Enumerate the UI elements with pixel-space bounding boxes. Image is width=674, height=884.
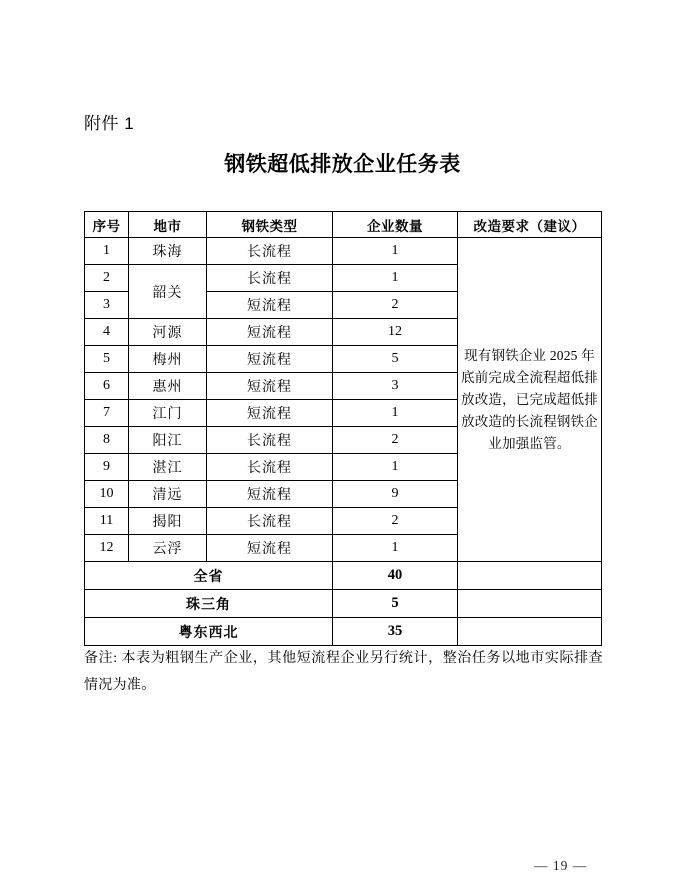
cell-city: 珠海 <box>129 238 207 265</box>
cell-city: 河源 <box>129 319 207 346</box>
cell-enterprise-count: 2 <box>333 508 458 535</box>
cell-steel-type: 长流程 <box>207 454 333 481</box>
cell-serial: 11 <box>85 508 129 535</box>
cell-steel-type: 长流程 <box>207 265 333 292</box>
cell-city: 云浮 <box>129 535 207 562</box>
cell-serial: 2 <box>85 265 129 292</box>
cell-steel-type: 短流程 <box>207 535 333 562</box>
cell-steel-type: 短流程 <box>207 292 333 319</box>
cell-city: 惠州 <box>129 373 207 400</box>
cell-city: 湛江 <box>129 454 207 481</box>
header-serial: 序号 <box>85 212 129 238</box>
cell-enterprise-count: 9 <box>333 481 458 508</box>
summary-count-cell: 5 <box>333 590 458 618</box>
remark-text: 备注: 本表为粗钢生产企业，其他短流程企业另行统计，整治任务以地市实际排查情况为准。 <box>84 651 603 693</box>
cell-enterprise-count: 2 <box>333 427 458 454</box>
steel-task-table <box>84 211 602 646</box>
cell-enterprise-count: 1 <box>333 454 458 481</box>
cell-city: 江门 <box>129 400 207 427</box>
cell-serial: 1 <box>85 238 129 265</box>
document-title: 钢铁超低排放企业任务表 <box>224 152 461 176</box>
cell-city: 阳江 <box>129 427 207 454</box>
cell-enterprise-count: 1 <box>333 400 458 427</box>
header-enterprise-count: 企业数量 <box>333 212 458 238</box>
cell-enterprise-count: 1 <box>333 535 458 562</box>
header-requirement: 改造要求（建议） <box>458 212 602 238</box>
summary-empty-cell <box>458 562 602 590</box>
summary-empty-cell <box>458 618 602 646</box>
cell-city: 韶关 <box>129 265 207 319</box>
cell-serial: 12 <box>85 535 129 562</box>
summary-empty-cell <box>458 590 602 618</box>
summary-count-cell: 40 <box>333 562 458 590</box>
table-header-row <box>85 212 602 238</box>
cell-serial: 4 <box>85 319 129 346</box>
cell-steel-type: 长流程 <box>207 508 333 535</box>
cell-serial: 6 <box>85 373 129 400</box>
cell-steel-type: 长流程 <box>207 238 333 265</box>
cell-steel-type: 短流程 <box>207 481 333 508</box>
requirement-note-cell: 现有钢铁企业 2025 年底前完成全流程超低排放改造，已完成超低排放改造的长流程钢铁企业加强监管。 <box>458 238 602 562</box>
cell-enterprise-count: 1 <box>333 238 458 265</box>
cell-enterprise-count: 12 <box>333 319 458 346</box>
cell-serial: 3 <box>85 292 129 319</box>
cell-serial: 10 <box>85 481 129 508</box>
cell-serial: 8 <box>85 427 129 454</box>
cell-enterprise-count: 1 <box>333 265 458 292</box>
page-number: — 19 — <box>534 858 588 873</box>
summary-row-east-west-north <box>85 618 602 646</box>
summary-count-cell: 35 <box>333 618 458 646</box>
summary-label-cell: 珠三角 <box>85 590 333 618</box>
cell-steel-type: 长流程 <box>207 427 333 454</box>
cell-city: 清远 <box>129 481 207 508</box>
cell-steel-type: 短流程 <box>207 319 333 346</box>
header-city: 地市 <box>129 212 207 238</box>
cell-serial: 5 <box>85 346 129 373</box>
summary-row-pearl-delta <box>85 590 602 618</box>
cell-steel-type: 短流程 <box>207 346 333 373</box>
cell-enterprise-count: 5 <box>333 346 458 373</box>
summary-label-cell: 粤东西北 <box>85 618 333 646</box>
header-steel-type: 钢铁类型 <box>207 212 333 238</box>
cell-city: 梅州 <box>129 346 207 373</box>
cell-serial: 9 <box>85 454 129 481</box>
cell-steel-type: 短流程 <box>207 373 333 400</box>
cell-enterprise-count: 2 <box>333 292 458 319</box>
cell-serial: 7 <box>85 400 129 427</box>
attachment-label: 附件 1 <box>84 114 135 133</box>
table-row <box>85 238 602 265</box>
cell-city: 揭阳 <box>129 508 207 535</box>
cell-steel-type: 短流程 <box>207 400 333 427</box>
summary-row-province <box>85 562 602 590</box>
cell-enterprise-count: 3 <box>333 373 458 400</box>
summary-label-cell: 全省 <box>85 562 333 590</box>
